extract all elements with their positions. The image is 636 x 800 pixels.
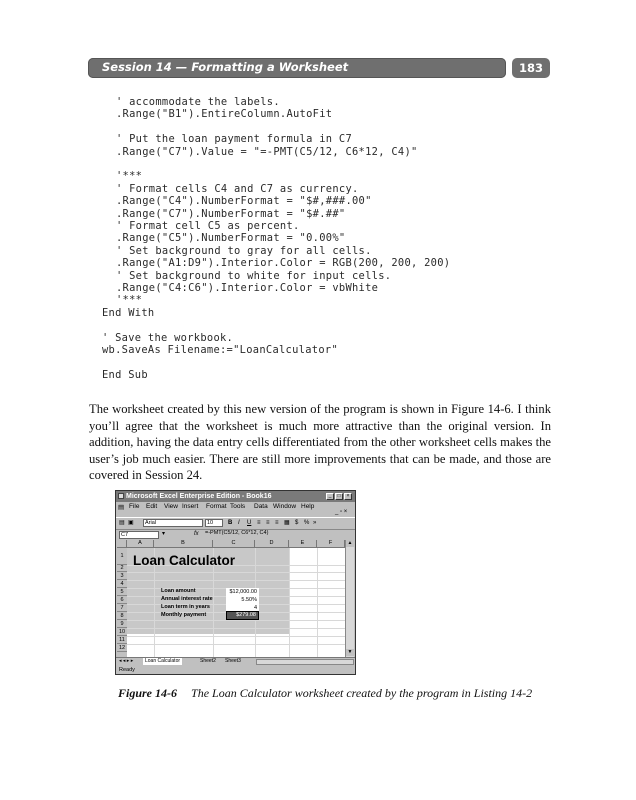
toolbar-grip-icon: ▤ xyxy=(119,520,125,526)
bold-icon: B xyxy=(228,520,233,526)
sheet-tab-loan-calculator: Loan Calculator xyxy=(145,658,181,664)
name-box: C7 xyxy=(119,531,159,539)
excel-screenshot xyxy=(115,490,356,675)
menu-tools: Tools xyxy=(230,503,246,510)
underline-icon: U xyxy=(247,520,252,526)
cell-C7-monthly-payment: $279.08 xyxy=(226,611,259,620)
sheet-title-cell: Loan Calculator xyxy=(133,553,236,568)
code-line: .Range("C4:C6").Interior.Color = vbWhite xyxy=(116,282,379,294)
running-header xyxy=(88,58,506,78)
workbook-icon: ▤ xyxy=(118,504,125,511)
grid-line xyxy=(127,580,345,581)
menu-file: File xyxy=(129,503,140,510)
font-name-box: Arial xyxy=(143,519,203,527)
menu-format: Format xyxy=(206,503,227,510)
code-line: ' Set background to white for input cells. xyxy=(116,269,392,282)
menu-edit: Edit xyxy=(146,503,158,510)
row-header: 5 xyxy=(117,588,127,596)
code-line: .Range("C7").NumberFormat = "$#.##" xyxy=(116,207,346,220)
excel-app-icon xyxy=(118,493,124,499)
formula-text: =-PMT(C5/12, C6*12, C4) xyxy=(205,530,269,536)
align-left-icon: ≡ xyxy=(257,520,261,526)
tab-nav-icons: ◂ ◂ ▸ ▸ xyxy=(119,658,134,664)
code-line: .Range("B1").EntireColumn.AutoFit xyxy=(116,108,333,121)
row-header: 6 xyxy=(117,596,127,604)
column-header: A xyxy=(127,540,154,548)
menu-window: Window xyxy=(273,503,297,510)
code-line: ' accommodate the labels. xyxy=(116,96,280,108)
grid-line xyxy=(127,620,345,621)
column-header: C xyxy=(213,540,255,548)
code-line: ' Put the loan payment formula in C7 xyxy=(116,133,353,146)
menu-help: Help xyxy=(301,503,315,510)
row-header: 3 xyxy=(117,572,127,580)
select-all-corner xyxy=(117,540,127,548)
scroll-up-icon: ▲ xyxy=(347,540,353,546)
grid-line xyxy=(127,628,345,629)
grid-line xyxy=(127,644,345,645)
minimize-icon: _ xyxy=(326,493,334,500)
label-interest-rate: Annual interest rate xyxy=(161,596,213,602)
figure-caption xyxy=(118,686,532,701)
row-header: 2 xyxy=(117,565,127,572)
code-line: .Range("A1:D9").Interior.Color = RGB(200, 200, 200) xyxy=(116,257,451,270)
maximize-icon: □ xyxy=(335,493,343,500)
grid-line xyxy=(127,636,345,637)
label-loan-term: Loan term in years xyxy=(161,604,210,610)
sheet-tab-bar xyxy=(116,657,355,666)
row-header: 9 xyxy=(117,620,127,628)
merge-icon: ▦ xyxy=(284,520,290,526)
code-line: ' Save the workbook. xyxy=(102,331,234,344)
vertical-scrollbar xyxy=(345,540,354,657)
column-header: D xyxy=(255,540,289,548)
doc-window-controls: _ ▫ × xyxy=(335,509,348,515)
cell-C5-interest-rate: 5.50% xyxy=(226,596,259,604)
code-line: '*** xyxy=(116,170,143,183)
row-header: 10 xyxy=(118,629,126,635)
code-line: .Range("C7").Value = "=-PMT(C5/12, C6*12, C4)" xyxy=(116,145,418,158)
grid-line xyxy=(127,572,345,573)
excel-window-title: Microsoft Excel Enterprise Edition - Book16 xyxy=(126,493,272,500)
row-header: 12 xyxy=(118,645,126,651)
sheet-tab-2: Sheet2 xyxy=(200,658,216,664)
excel-format-toolbar xyxy=(116,517,355,530)
row-header: 11 xyxy=(117,636,127,644)
code-line: ' Format cell C5 as percent. xyxy=(116,220,300,232)
code-line: ' Set background to gray for all cells. xyxy=(116,244,372,257)
figure-caption-text: The Loan Calculator worksheet created by the program in Listing 14-2 xyxy=(191,686,533,700)
code-line: .Range("C4").NumberFormat = "$#,###.00" xyxy=(116,195,372,208)
row-header: 8 xyxy=(117,612,127,620)
cell-C6-loan-term: 4 xyxy=(226,604,259,612)
column-header: F xyxy=(317,540,345,548)
cell-C4-loan-amount: $12,000.00 xyxy=(226,588,259,596)
page-number: 183 xyxy=(512,58,550,78)
code-line: ' Format cells C4 and C7 as currency. xyxy=(116,182,359,195)
menu-view: View xyxy=(164,503,178,510)
status-bar: Ready xyxy=(119,667,135,673)
name-box-dropdown-icon: ▾ xyxy=(162,531,166,537)
font-size-box: 10 xyxy=(205,519,223,527)
row-header: 1 xyxy=(117,548,127,565)
sheet-tab-3: Sheet3 xyxy=(225,658,241,664)
label-loan-amount: Loan amount xyxy=(161,588,196,594)
align-center-icon: ≡ xyxy=(266,520,270,526)
currency-icon: $ xyxy=(295,520,299,526)
code-line: wb.SaveAs Filename:="LoanCalculator" xyxy=(102,344,339,356)
figure-label: Figure 14-6 xyxy=(118,686,178,700)
column-header: B xyxy=(154,540,213,548)
italic-icon: I xyxy=(238,520,240,526)
excel-menubar xyxy=(116,502,355,512)
body-paragraph: The worksheet created by this new version of the program is shown in Figure 14-6. I think you’ll agree that the worksheet is much more attractive than the original version. In addition, having the data entry cells differentiated from the other worksheet cells makes the user’s job much easier. There are still more improvements that can be made, and those are covered in Session 24. xyxy=(89,402,551,482)
column-header: E xyxy=(289,540,317,548)
menu-data: Data xyxy=(254,503,268,510)
code-line: End With xyxy=(102,306,155,319)
close-icon: × xyxy=(344,493,352,500)
scroll-down-icon: ▼ xyxy=(347,649,353,655)
code-line: End Sub xyxy=(102,368,148,381)
row-header: 4 xyxy=(117,580,127,588)
formula-bar xyxy=(116,530,355,539)
toolbar-save-icon: ▣ xyxy=(128,520,134,526)
horizontal-scrollbar xyxy=(256,659,354,665)
row-header: 7 xyxy=(117,604,127,612)
more-icon: » xyxy=(313,520,317,526)
fx-icon: fx xyxy=(194,531,199,537)
label-monthly-payment: Monthly payment xyxy=(161,612,207,618)
percent-icon: % xyxy=(304,520,310,526)
code-line: .Range("C5").NumberFormat = "0.00%" xyxy=(116,232,346,245)
menu-insert: Insert xyxy=(182,503,199,510)
align-right-icon: ≡ xyxy=(275,520,279,526)
header-title: Session 14 — Formatting a Worksheet xyxy=(102,60,349,74)
excel-title-bar xyxy=(116,491,355,502)
code-line: '*** xyxy=(116,294,143,307)
